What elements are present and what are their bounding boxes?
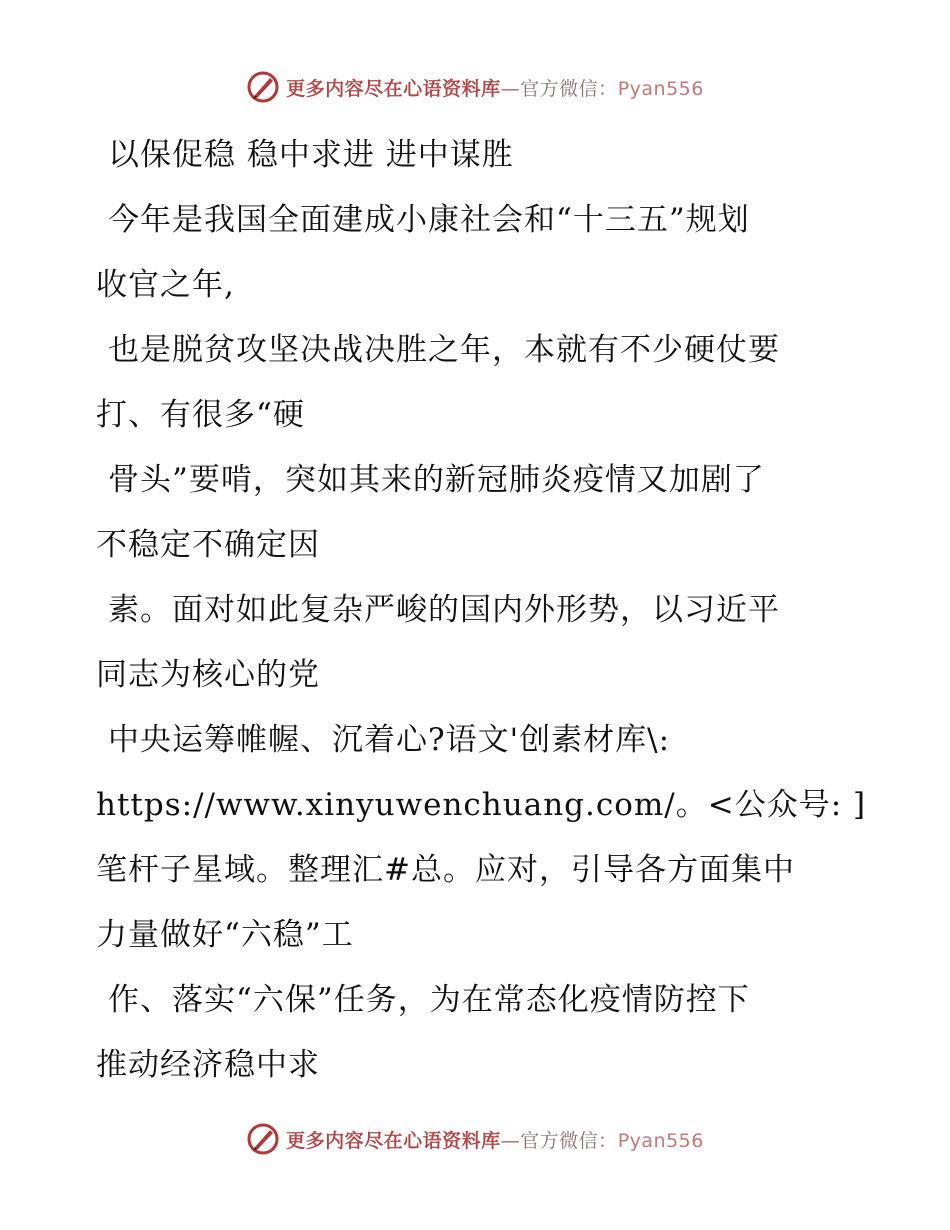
text-line: 素。面对如此复杂严峻的国内外形势，以习近平 [108,592,780,628]
banner-wechat-id: Pyan556 [617,77,704,100]
text-line: 笔杆子星域。整理汇#总。应对，引导各方面集中 [96,852,795,888]
text-line: 力量做好“六稳”工 [96,917,354,953]
text-line-url: https://www.xinyuwenchuang.com/。<公众号: ] [96,787,867,823]
text-line: 骨头”要啃，突如其来的新冠肺炎疫情又加剧了 [108,462,765,498]
banner-wechat-label: 官方微信： [520,1129,618,1152]
text-line: 中央运筹帷幄、沉着心?语文'创素材库\: [108,722,671,758]
text-line: 推动经济稳中求 [96,1047,320,1083]
text-line: 作、落实“六保”任务，为在常态化疫情防控下 [108,982,750,1018]
text-line: 打、有很多“硬 [96,397,305,433]
document-body [96,123,867,1098]
footer-banner [0,1122,950,1156]
banner-wechat-id: Pyan556 [617,1129,704,1152]
text-line: 收官之年, [96,267,235,303]
banner-wechat-label: 官方微信： [520,77,618,100]
banner-dash: — [500,1129,521,1152]
text-line: 不稳定不确定因 [96,527,320,563]
quill-pen-logo-icon [246,70,280,104]
header-banner [0,70,950,104]
text-line: 今年是我国全面建成小康社会和“十三五”规划 [108,202,750,238]
banner-site-name: 更多内容尽在心语资料库 [286,77,501,100]
text-line: 同志为核心的党 [96,657,320,693]
banner-text [286,1126,704,1153]
quill-pen-logo-icon [246,1122,280,1156]
document-title: 以保促稳 稳中求进 进中谋胜 [108,137,514,173]
banner-dash: — [500,77,521,100]
text-line: 也是脱贫攻坚决战决胜之年，本就有不少硬仗要 [108,332,780,368]
banner-text [286,74,704,101]
banner-site-name: 更多内容尽在心语资料库 [286,1129,501,1152]
